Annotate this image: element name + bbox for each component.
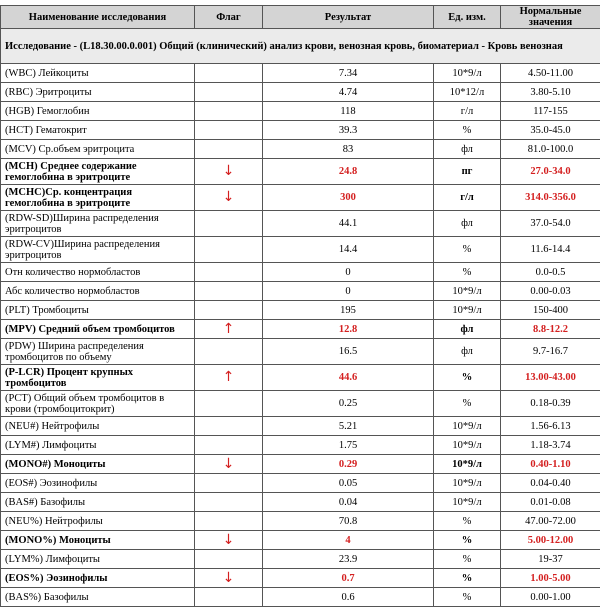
cell-norm: 1.18-3.74 (501, 436, 600, 455)
cell-unit: фл (434, 211, 501, 237)
cell-unit: % (434, 365, 501, 391)
cell-norm: 0.40-1.10 (501, 455, 600, 474)
cell-unit: % (434, 550, 501, 569)
cell-result: 5.21 (263, 417, 434, 436)
table-row (1, 512, 600, 531)
cell-unit: 10*9/л (434, 493, 501, 512)
cell-flag (195, 237, 263, 263)
cell-unit: 10*9/л (434, 301, 501, 320)
table-row (1, 365, 600, 391)
table-row (1, 102, 600, 121)
header-norm: Нормальные значения (501, 6, 600, 29)
table-row (1, 320, 600, 339)
cell-result: 7.34 (263, 64, 434, 83)
cell-norm: 0.00-1.00 (501, 588, 600, 607)
cell-result: 39.3 (263, 121, 434, 140)
table-row (1, 237, 600, 263)
table-row (1, 339, 600, 365)
cell-name: (WBC) Лейкоциты (1, 64, 195, 83)
cell-norm: 5.00-12.00 (501, 531, 600, 550)
cell-result: 24.8 (263, 159, 434, 185)
cell-result: 0.29 (263, 455, 434, 474)
cell-name: (EOS%) Эозинофилы (1, 569, 195, 588)
cell-flag (195, 588, 263, 607)
cell-name: (BAS%) Базофилы (1, 588, 195, 607)
cell-unit: % (434, 512, 501, 531)
cell-unit: % (434, 588, 501, 607)
cell-name: (LYM#) Лимфоциты (1, 436, 195, 455)
cell-norm: 0.01-0.08 (501, 493, 600, 512)
table-row (1, 263, 600, 282)
cell-flag (195, 102, 263, 121)
table-header (1, 6, 600, 29)
cell-norm: 8.8-12.2 (501, 320, 600, 339)
cell-result: 195 (263, 301, 434, 320)
cell-unit: пг (434, 159, 501, 185)
cell-name: Абс количество нормобластов (1, 282, 195, 301)
table-row (1, 282, 600, 301)
table-row (1, 455, 600, 474)
cell-result: 83 (263, 140, 434, 159)
cell-flag (195, 121, 263, 140)
cell-name: (PDW) Ширина распределения тромбоцитов по объему (1, 339, 195, 365)
cell-flag (195, 83, 263, 102)
header-unit: Ед. изм. (434, 6, 501, 29)
cell-unit: % (434, 263, 501, 282)
cell-norm: 4.50-11.00 (501, 64, 600, 83)
table-row (1, 64, 600, 83)
cell-flag (195, 301, 263, 320)
cell-name: (MCH) Среднее содержание гемоглобина в эритроците (1, 159, 195, 185)
section-title: Исследование - (L18.30.00.0.001) Общий (клинический) анализ крови, венозная кровь, биоматериал - Кровь венозная (1, 29, 600, 64)
cell-name: (P-LCR) Процент крупных тромбоцитов (1, 365, 195, 391)
table-row (1, 531, 600, 550)
cell-unit: % (434, 121, 501, 140)
cell-result: 0 (263, 263, 434, 282)
table-row (1, 159, 600, 185)
cell-norm: 117-155 (501, 102, 600, 121)
table-row (1, 436, 600, 455)
cell-norm: 13.00-43.00 (501, 365, 600, 391)
arrow-down-icon: ↓ (195, 159, 263, 185)
header-flag: Флаг (195, 6, 263, 29)
table-row (1, 140, 600, 159)
cell-flag (195, 211, 263, 237)
cell-result: 12.8 (263, 320, 434, 339)
arrow-up-icon: ↑ (195, 320, 263, 339)
cell-name: (MCV) Ср.объем эритроцита (1, 140, 195, 159)
cell-name: (MONO%) Моноциты (1, 531, 195, 550)
cell-name: (HGB) Гемоглобин (1, 102, 195, 121)
cell-flag (195, 512, 263, 531)
cell-flag (195, 493, 263, 512)
results-table (0, 5, 600, 607)
cell-unit: % (434, 531, 501, 550)
table-row (1, 550, 600, 569)
cell-result: 23.9 (263, 550, 434, 569)
cell-norm: 150-400 (501, 301, 600, 320)
cell-norm: 11.6-14.4 (501, 237, 600, 263)
cell-norm: 47.00-72.00 (501, 512, 600, 531)
arrow-up-icon: ↑ (195, 365, 263, 391)
header-name: Наименование исследования (1, 6, 195, 29)
cell-name: (BAS#) Базофилы (1, 493, 195, 512)
cell-result: 4.74 (263, 83, 434, 102)
cell-flag (195, 339, 263, 365)
cell-unit: 10*9/л (434, 455, 501, 474)
cell-name: (MPV) Средний объем тромбоцитов (1, 320, 195, 339)
cell-result: 0.05 (263, 474, 434, 493)
table-row (1, 569, 600, 588)
cell-result: 0.6 (263, 588, 434, 607)
cell-norm: 35.0-45.0 (501, 121, 600, 140)
cell-norm: 0.04-0.40 (501, 474, 600, 493)
cell-name: (MCHC)Ср. концентрация гемоглобина в эритроците (1, 185, 195, 211)
cell-unit: % (434, 237, 501, 263)
cell-name: (NEU#) Нейтрофилы (1, 417, 195, 436)
cell-norm: 1.56-6.13 (501, 417, 600, 436)
table-row (1, 474, 600, 493)
cell-name: (NEU%) Нейтрофилы (1, 512, 195, 531)
table-row (1, 391, 600, 417)
table-row (1, 493, 600, 512)
cell-unit: 10*9/л (434, 64, 501, 83)
cell-result: 0.7 (263, 569, 434, 588)
cell-unit: % (434, 391, 501, 417)
cell-unit: 10*9/л (434, 282, 501, 301)
cell-norm: 81.0-100.0 (501, 140, 600, 159)
cell-result: 118 (263, 102, 434, 121)
cell-name: (HCT) Гематокрит (1, 121, 195, 140)
arrow-down-icon: ↓ (195, 185, 263, 211)
cell-result: 0.25 (263, 391, 434, 417)
cell-flag (195, 417, 263, 436)
cell-unit: фл (434, 320, 501, 339)
cell-name: (RDW-SD)Ширина распределения эритроцитов (1, 211, 195, 237)
cell-name: (PCT) Общий объем тромбоцитов в крови (тромбоцитокрит) (1, 391, 195, 417)
cell-result: 16.5 (263, 339, 434, 365)
cell-flag (195, 391, 263, 417)
cell-result: 44.1 (263, 211, 434, 237)
cell-norm: 19-37 (501, 550, 600, 569)
cell-unit: фл (434, 140, 501, 159)
cell-unit: 10*12/л (434, 83, 501, 102)
arrow-down-icon: ↓ (195, 531, 263, 550)
cell-result: 44.6 (263, 365, 434, 391)
cell-unit: % (434, 569, 501, 588)
cell-flag (195, 263, 263, 282)
cell-result: 300 (263, 185, 434, 211)
table-row (1, 588, 600, 607)
cell-norm: 37.0-54.0 (501, 211, 600, 237)
cell-flag (195, 64, 263, 83)
cell-norm: 0.00-0.03 (501, 282, 600, 301)
arrow-down-icon: ↓ (195, 569, 263, 588)
cell-name: (EOS#) Эозинофилы (1, 474, 195, 493)
cell-name: (MONO#) Моноциты (1, 455, 195, 474)
cell-name: (LYM%) Лимфоциты (1, 550, 195, 569)
cell-norm: 1.00-5.00 (501, 569, 600, 588)
table-row (1, 121, 600, 140)
cell-flag (195, 474, 263, 493)
cell-name: Отн количество нормобластов (1, 263, 195, 282)
cell-unit: г/л (434, 102, 501, 121)
cell-norm: 9.7-16.7 (501, 339, 600, 365)
cell-result: 14.4 (263, 237, 434, 263)
cell-unit: 10*9/л (434, 474, 501, 493)
cell-unit: 10*9/л (434, 436, 501, 455)
cell-unit: 10*9/л (434, 417, 501, 436)
cell-result: 0.04 (263, 493, 434, 512)
cell-result: 1.75 (263, 436, 434, 455)
table-row (1, 83, 600, 102)
section-row (1, 29, 600, 64)
cell-norm: 27.0-34.0 (501, 159, 600, 185)
header-result: Результат (263, 6, 434, 29)
cell-norm: 0.0-0.5 (501, 263, 600, 282)
cell-flag (195, 436, 263, 455)
table-row (1, 185, 600, 211)
cell-flag (195, 140, 263, 159)
cell-unit: г/л (434, 185, 501, 211)
table-row (1, 211, 600, 237)
arrow-down-icon: ↓ (195, 455, 263, 474)
cell-result: 70.8 (263, 512, 434, 531)
cell-name: (RDW-CV)Ширина распределения эритроцитов (1, 237, 195, 263)
cell-unit: фл (434, 339, 501, 365)
cell-norm: 3.80-5.10 (501, 83, 600, 102)
table-row (1, 417, 600, 436)
cell-flag (195, 550, 263, 569)
cell-result: 0 (263, 282, 434, 301)
cell-flag (195, 282, 263, 301)
cell-name: (RBC) Эритроциты (1, 83, 195, 102)
table-body (1, 29, 600, 607)
cell-norm: 0.18-0.39 (501, 391, 600, 417)
cell-result: 4 (263, 531, 434, 550)
cell-norm: 314.0-356.0 (501, 185, 600, 211)
cell-name: (PLT) Тромбоциты (1, 301, 195, 320)
table-row (1, 301, 600, 320)
